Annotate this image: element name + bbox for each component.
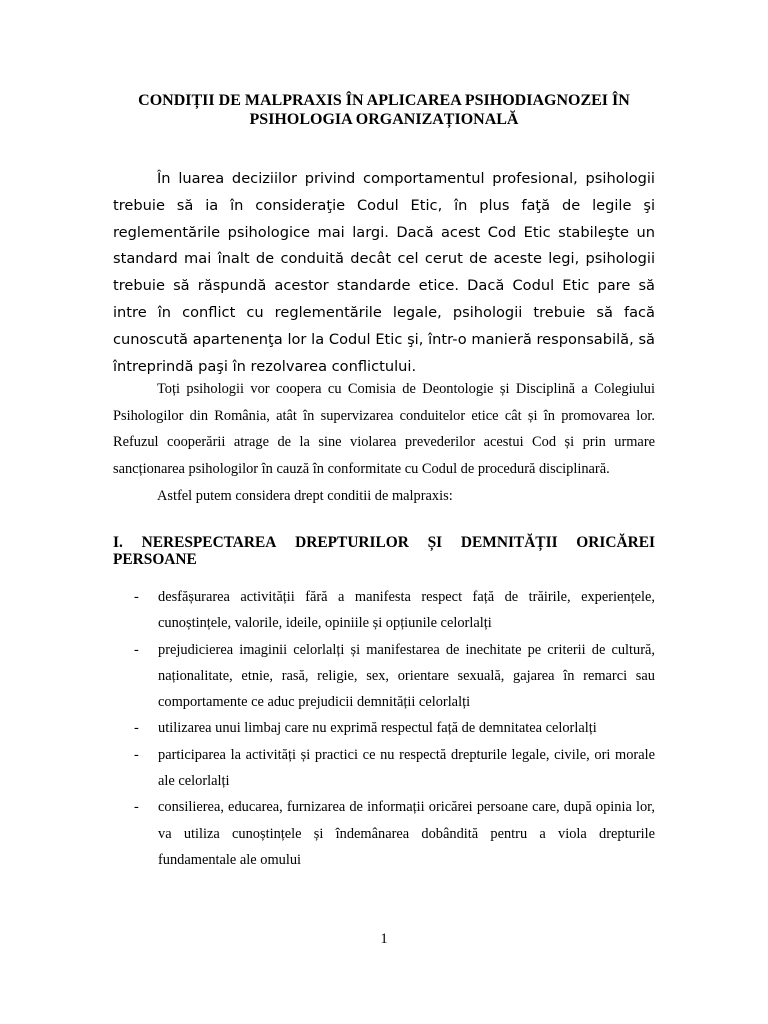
section-word: NERESPECTAREA bbox=[141, 534, 277, 551]
list-item-text: utilizarea unui limbaj care nu exprimă respectul față de demnitatea celorlalți bbox=[158, 720, 597, 737]
list-item bbox=[113, 794, 655, 873]
document-page bbox=[113, 0, 655, 1024]
cooperation-paragraph: Toți psihologii vor coopera cu Comisia de Deontologie și Disciplină a Colegiului Psihologilor din România, atât în supervizarea conduitelor etice cât și în promovarea lor. Refuzul cooperării atrage de la sine violarea prevederilor acestui Cod și prin urmare sancționarea psihologilor în cauză în conformitate cu Codul de procedură disciplinară. bbox=[113, 381, 655, 477]
section-heading-line-1 bbox=[113, 534, 655, 551]
bullet-dash: - bbox=[134, 641, 139, 658]
document-title bbox=[113, 91, 655, 129]
intro-paragraph: În luarea deciziilor privind comportamentul profesional, psihologii trebuie să ia în consideraţie Codul Etic, în plus faţă de legile şi reglementările psihologice mai largi. Dacă acest Cod Etic stabileşte un standard mai înalt de conduită decât cel cerut de aceste legi, psihologii trebuie să răspundă acestor standarde etice. Dacă Codul Etic pare să intre în conflict cu reglementările legale, psihologii trebuie să facă cunoscută apartenenţa lor la Codul Etic şi, într-o manieră responsabilă, să întreprindă paşi în rezolvarea conflictului. bbox=[113, 170, 655, 375]
list-item bbox=[113, 742, 655, 795]
bullet-dash: - bbox=[134, 720, 139, 737]
list-item-text: participarea la activități și practici ce nu respectă drepturile legale, civile, ori morale ale celorlalți bbox=[158, 746, 655, 790]
violations-list bbox=[113, 584, 655, 873]
section-heading-line-2: PERSOANE bbox=[113, 551, 197, 568]
bullet-dash: - bbox=[134, 746, 139, 763]
list-item-text: desfășurarea activității fără a manifesta respect față de trăirile, experiențele, cunoștințele, valorile, ideile, opiniile și opțiunile celorlalți bbox=[158, 589, 655, 632]
section-heading bbox=[113, 534, 655, 568]
bullet-dash: - bbox=[134, 589, 139, 605]
malpraxis-lead-paragraph: Astfel putem considera drept conditii de malpraxis: bbox=[157, 488, 453, 504]
title-line-2: PSIHOLOGIA ORGANIZAȚIONALĂ bbox=[249, 111, 519, 128]
section-word: DREPTURILOR bbox=[295, 534, 409, 551]
page-number: 1 bbox=[380, 931, 388, 947]
list-item bbox=[113, 584, 655, 637]
section-word: ȘI bbox=[427, 534, 443, 551]
list-item-text: prejudicierea imaginii celorlalți și manifestarea de inechitate pe criterii de cultură, naționalitate, etnie, rasă, religie, sex, orientare sexuală, gajarea în remarci sau comportamente ce aduc prejudicii demnității celorlalți bbox=[158, 641, 655, 711]
section-word: ORICĂREI bbox=[576, 534, 655, 551]
section-number: I. bbox=[113, 534, 123, 551]
list-item bbox=[113, 637, 655, 716]
list-item-text: consilierea, educarea, furnizarea de informații oricărei persoane care, după opinia lor, va utiliza cunoștințele și îndemânarea dobândită pentru a viola drepturile fundamentale ale omului bbox=[158, 799, 655, 868]
bullet-dash: - bbox=[134, 799, 139, 816]
list-item bbox=[113, 715, 655, 741]
section-word: DEMNITĂȚII bbox=[460, 534, 558, 551]
title-line-1: CONDIȚII DE MALPRAXIS ÎN APLICAREA PSIHODIAGNOZEI ÎN bbox=[138, 92, 630, 109]
